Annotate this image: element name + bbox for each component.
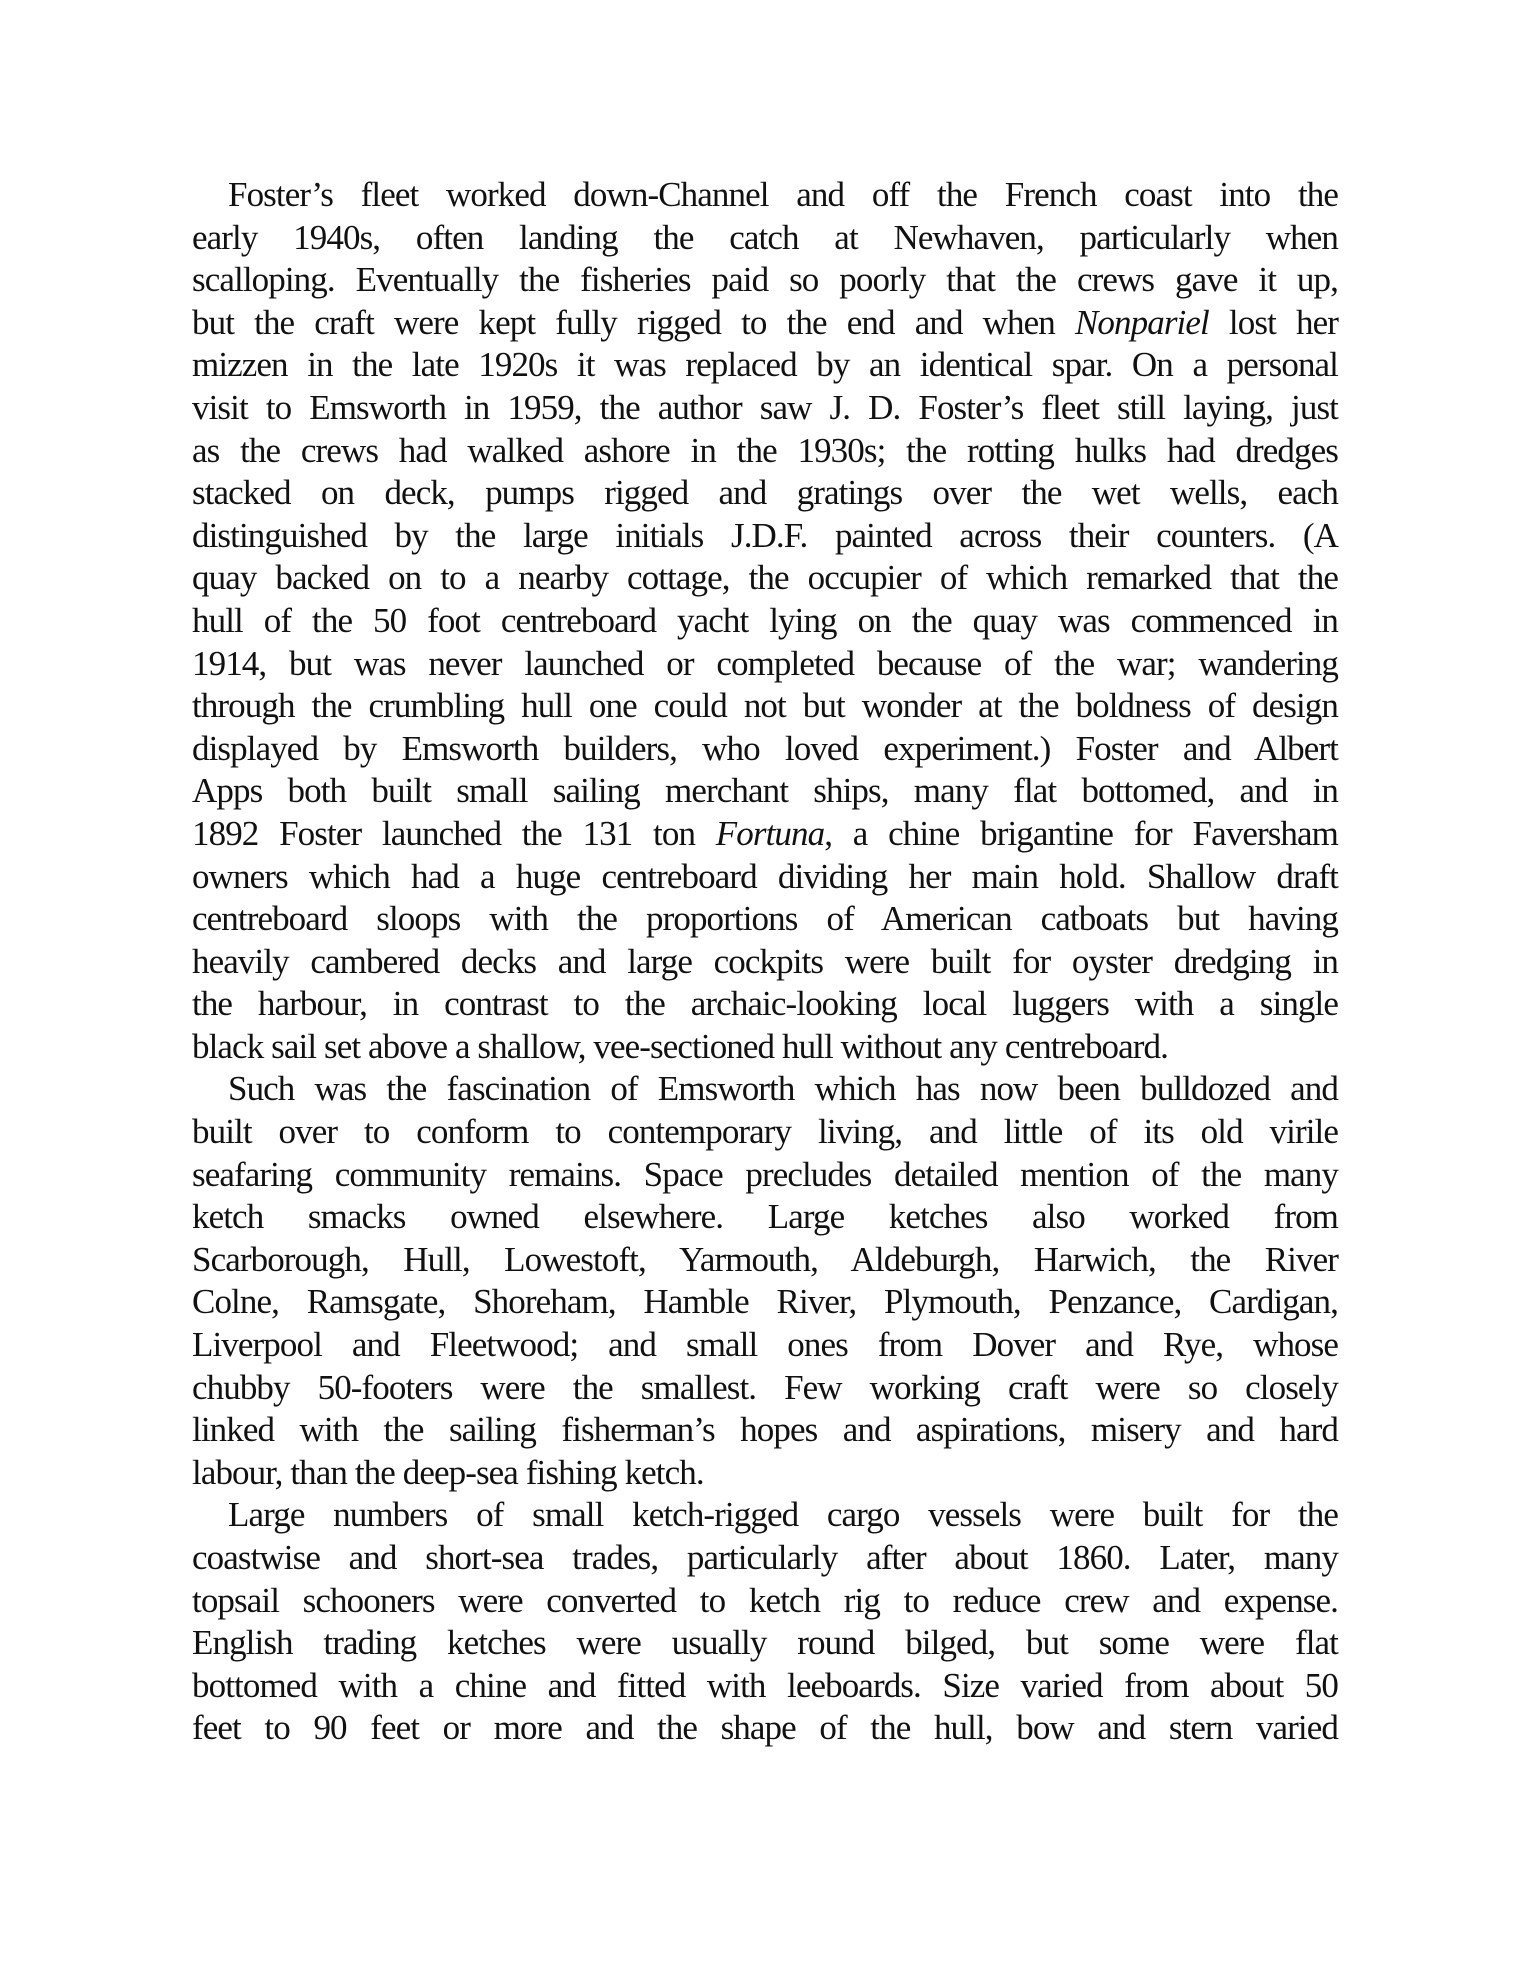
text-line: feet to 90 feet or more and the shape of the hull, bow and stern varied (192, 1708, 1338, 1748)
text-line: centreboard sloops with the proportions of American catboats but having (192, 899, 1338, 939)
text-run: lost her (1208, 302, 1338, 342)
text-line: stacked on deck, pumps rigged and gratings over the wet wells, each (192, 473, 1338, 513)
text-line: linked with the sailing fisherman’s hopes and aspirations, misery and hard (192, 1410, 1338, 1450)
text-line: displayed by Emsworth builders, who loved experiment.) Foster and Albert (192, 728, 1338, 768)
text-line (192, 813, 1338, 856)
text-line: Such was the fascination of Emsworth which has now been bulldozed and (228, 1069, 1338, 1109)
text-line: English trading ketches were usually round bilged, but some were flat (192, 1623, 1338, 1663)
paragraph (192, 174, 1338, 1068)
document-page (192, 174, 1338, 1750)
text-line: built over to conform to contemporary living, and little of its old virile (192, 1112, 1338, 1152)
text-line (192, 302, 1338, 345)
text-line: Liverpool and Fleetwood; and small ones from Dover and Rye, whose (192, 1325, 1338, 1365)
text-line: early 1940s, often landing the catch at Newhaven, particularly when (192, 217, 1338, 257)
text-run: 1892 Foster launched the 131 ton (192, 813, 716, 853)
text-line: Scarborough, Hull, Lowestoft, Yarmouth, Aldeburgh, Harwich, the River (192, 1239, 1338, 1279)
text-line: coastwise and short-sea trades, particularly after about 1860. Later, many (192, 1538, 1338, 1577)
vessel-name-italic: Nonpariel (1074, 302, 1209, 342)
text-line: black sail set above a shallow, vee-sectioned hull without any centreboard. (192, 1026, 1168, 1066)
text-line: chubby 50-footers were the smallest. Few working craft were so closely (192, 1367, 1338, 1407)
text-line: mizzen in the late 1920s it was replaced by an identical spar. On a personal (192, 345, 1338, 385)
text-line: Colne, Ramsgate, Shoreham, Hamble River, Plymouth, Penzance, Cardigan, (192, 1282, 1338, 1322)
text-line: 1914, but was never launched or completed because of the war; wandering (192, 643, 1338, 683)
text-line: scalloping. Eventually the fisheries paid so poorly that the crews gave it up, (192, 260, 1338, 300)
text-line: seafaring community remains. Space precludes detailed mention of the many (192, 1154, 1338, 1194)
text-line: ketch smacks owned elsewhere. Large ketches also worked from (192, 1197, 1338, 1237)
text-line: Apps both built small sailing merchant ships, many flat bottomed, and in (192, 771, 1338, 811)
text-line: heavily cambered decks and large cockpits were built for oyster dredging in (192, 941, 1338, 981)
text-line: the harbour, in contrast to the archaic-looking local luggers with a single (192, 984, 1338, 1024)
text-line: Foster’s fleet worked down-Channel and off the French coast into the (228, 175, 1338, 214)
paragraph (192, 1494, 1338, 1750)
text-run: , a chine brigantine for Faversham (824, 813, 1338, 853)
text-line: hull of the 50 foot centreboard yacht lying on the quay was commenced in (192, 600, 1338, 640)
text-line: topsail schooners were converted to ketch rig to reduce crew and expense. (192, 1580, 1338, 1620)
text-line: distinguished by the large initials J.D.F. painted across their counters. (A (192, 515, 1338, 555)
text-line: visit to Emsworth in 1959, the author saw J. D. Foster’s fleet still laying, just (192, 387, 1338, 427)
text-line: Large numbers of small ketch-rigged cargo vessels were built for the (228, 1495, 1338, 1535)
text-line: bottomed with a chine and fitted with leeboards. Size varied from about 50 (192, 1665, 1338, 1705)
text-run: but the craft were kept fully rigged to the end and when (192, 302, 1075, 342)
paragraph (192, 1068, 1338, 1494)
vessel-name-italic: Fortuna (715, 813, 825, 853)
text-line: through the crumbling hull one could not but wonder at the boldness of design (192, 686, 1338, 726)
text-line: owners which had a huge centreboard dividing her main hold. Shallow draft (192, 856, 1338, 896)
text-line: labour, than the deep-sea fishing ketch. (192, 1452, 704, 1492)
text-line: quay backed on to a nearby cottage, the occupier of which remarked that the (192, 558, 1338, 598)
text-line: as the crews had walked ashore in the 1930s; the rotting hulks had dredges (192, 430, 1338, 470)
